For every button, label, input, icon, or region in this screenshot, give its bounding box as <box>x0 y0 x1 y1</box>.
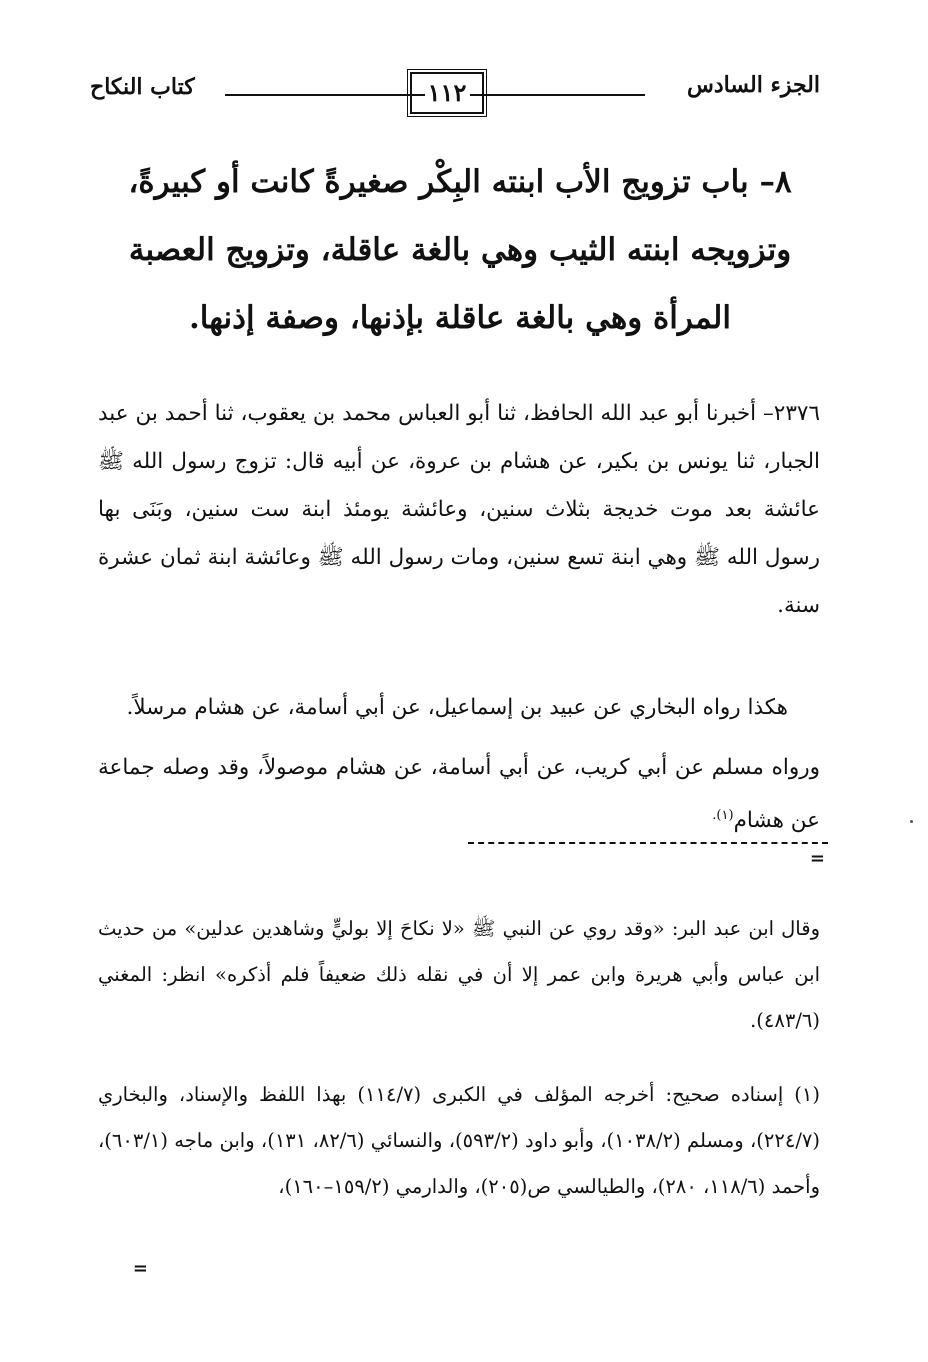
heading-line-1: ٨– باب تزويج الأب ابنته البِكْر صغيرةً كانت أو كبيرةً، <box>128 164 792 200</box>
muslim-paragraph <box>98 744 820 845</box>
footnote-1: (١) إسناده صحيح: أخرجه المؤلف في الكبرى (١١٤/٧) بهذا اللفظ والإسناد، والبخاري (٢٢٤/٧)، ومسلم (١٠٣٨/٢)، وأبو داود (٥٩٣/٢)، والنسائي (٨٢/٦، ١٣١)، وابن ماجه (٦٠٣/١)، وأحمد (١١٨/٦، ٢٨٠)، والطيالسي ص(٢٠٥)، والدارمي (١٥٩/٢–١٦٠)، <box>98 1082 820 1198</box>
footnote-separator <box>468 842 828 844</box>
scan-speck <box>910 820 913 823</box>
hadith-paragraph: ٢٣٧٦– أخبرنا أبو عبد الله الحافظ، ثنا أبو العباس محمد بن يعقوب، ثنا أحمد بن عبد الجبار، ثنا يونس بن بكير، عن هشام بن عروة، عن أبيه قال: تزوج رسول الله ﷺ عائشة بعد موت خديجة بثلاث سنين، وعائشة يومئذ ابنة ست سنين، وبَنَى بها رسول الله ﷺ وهي ابنة تسع سنين، ومات رسول الله ﷺ وعائشة ابنة ثمان عشرة سنة. <box>98 400 820 618</box>
muslim-text: ورواه مسلم عن أبي كريب، عن أبي أسامة، عن هشام موصولاً، وقد وصله جماعة عن هشام <box>98 754 820 833</box>
continuation-mark: = <box>809 848 825 869</box>
footnote-continued: وقال ابن عبد البر: «وقد روي عن النبي ﷺ «لا نكاحَ إلا بوليٍّ وشاهدين عدلين» من حديث ابن عباس وأبي هريرة وابن عمر إلا أن في نقله ذلك ضعيفاً فلم أذكره» انظر: المغني (٤٨٣/٦). <box>98 916 820 1032</box>
running-header <box>80 60 820 130</box>
chapter-heading <box>100 148 820 352</box>
header-rule-right <box>470 94 645 96</box>
page-number: ١١٢ <box>410 72 484 114</box>
footnote-marker: (١). <box>712 807 734 823</box>
continued-next-page-mark: = <box>132 1258 148 1279</box>
volume-label: الجزء السادس <box>687 72 820 98</box>
header-rule-left <box>225 94 425 96</box>
bukhari-paragraph: هكذا رواه البخاري عن عبيد بن إسماعيل، عن أبي أسامة، عن هشام مرسلاً. <box>126 694 788 720</box>
heading-line-3: المرأة وهي بالغة عاقلة بإذنها، وصفة إذنها. <box>188 300 731 336</box>
heading-line-2: وتزويجه ابنته الثيب وهي بالغة عاقلة، وتزويج العصبة <box>128 232 792 268</box>
book-label: كتاب النكاح <box>90 74 195 100</box>
